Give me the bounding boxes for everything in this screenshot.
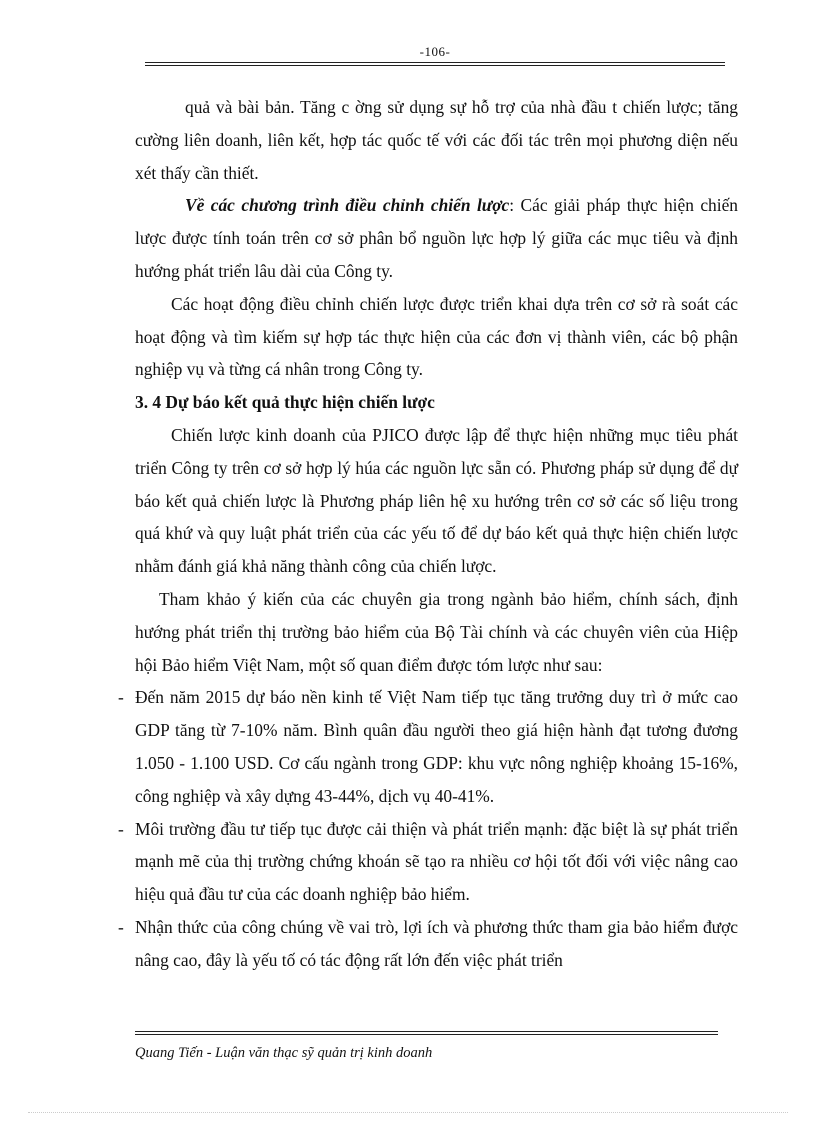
bullet-item bbox=[118, 681, 738, 812]
paragraph: Tham khảo ý kiến của các chuyên gia trong ngành bảo hiểm, chính sách, định hướng phát triển thị trường bảo hiểm của Bộ Tài chính và các chuyên viên của Hiệp hội Bảo hiểm Việt Nam, một số quan điểm được tóm lược như sau: bbox=[135, 588, 738, 675]
section-heading: 3. 4 Dự báo kết quả thực hiện chiến lược bbox=[135, 392, 435, 413]
footer-text: Quang Tiến - Luận văn thạc sỹ quản trị kinh doanh bbox=[135, 1045, 433, 1061]
page-edge-divider bbox=[28, 1112, 788, 1113]
page-footer bbox=[135, 1031, 718, 1062]
bullet-text: Môi trường đầu tư tiếp tục được cải thiện và phát triển mạnh: đặc biệt là sự phát triển mạnh mẽ của thị trường chứng khoán sẽ tạo ra nhiều cơ hội tốt đối với việc nâng cao hiệu quả đầu tư của các doanh nghiệp bảo hiểm. bbox=[135, 818, 738, 905]
bullet-dash: - bbox=[118, 687, 124, 708]
paragraph bbox=[135, 189, 738, 287]
footer-divider bbox=[135, 1031, 718, 1035]
bullet-dash: - bbox=[118, 818, 124, 839]
paragraph-text: : Các giải pháp thực hiện chiến lược được tính toán trên cơ sở phân bổ nguồn lực hợp lý giữa các mục tiêu và định hướng phát triển lâu dài của Công ty. bbox=[135, 195, 738, 281]
page-number: -106- bbox=[419, 44, 451, 59]
page-header bbox=[145, 44, 725, 66]
bullet-item bbox=[118, 813, 738, 911]
bullet-text: Nhận thức của công chúng về vai trò, lợi ích và phương thức tham gia bảo hiểm được nâng cao, đây là yếu tố có tác động rất lớn đến việc phát triển bbox=[135, 916, 738, 970]
bullet-item bbox=[118, 911, 738, 977]
document-body bbox=[118, 91, 738, 977]
bullet-dash: - bbox=[118, 916, 124, 937]
paragraph: quả và bài bản. Tăng c ờng sử dụng sự hỗ trợ của nhà đầu t chiến lược; tăng cường liên doanh, liên kết, hợp tác quốc tế với các đối tác trên mọi phương diện nếu xét thấy cần thiết. bbox=[135, 97, 738, 183]
bullet-text: Đến năm 2015 dự báo nền kinh tế Việt Nam tiếp tục tăng trưởng duy trì ở mức cao GDP tăng từ 7-10% năm. Bình quân đầu người theo giá hiện hành đạt tương đương 1.050 - 1.100 USD. Cơ cấu ngành trong GDP: khu vực nông nghiệp khoảng 15-16%, công nghiệp và xây dựng 43-44%, dịch vụ 40-41%. bbox=[135, 687, 738, 806]
header-divider bbox=[145, 62, 725, 66]
paragraph-label: Về các chương trình điều chỉnh chiến lược bbox=[185, 195, 510, 216]
paragraph: Các hoạt động điều chỉnh chiến lược được triển khai dựa trên cơ sở rà soát các hoạt động và tìm kiếm sự hợp tác thực hiện của các đơn vị thành viên, các bộ phận nghiệp vụ và từng cá nhân trong Công ty. bbox=[135, 293, 738, 380]
paragraph: Chiến lược kinh doanh của PJICO được lập để thực hiện những mục tiêu phát triển Công ty trên cơ sở hợp lý húa các nguồn lực sẵn có. Phương pháp sử dụng để dự báo kết quả chiến lược là Phương pháp liên hệ xu hướng trên cơ sở các số liệu trong quá khứ và quy luật phát triển của các yếu tố để dự báo kết quả thực hiện chiến lược nhằm đánh giá khả năng thành công của chiến lược. bbox=[135, 424, 738, 577]
